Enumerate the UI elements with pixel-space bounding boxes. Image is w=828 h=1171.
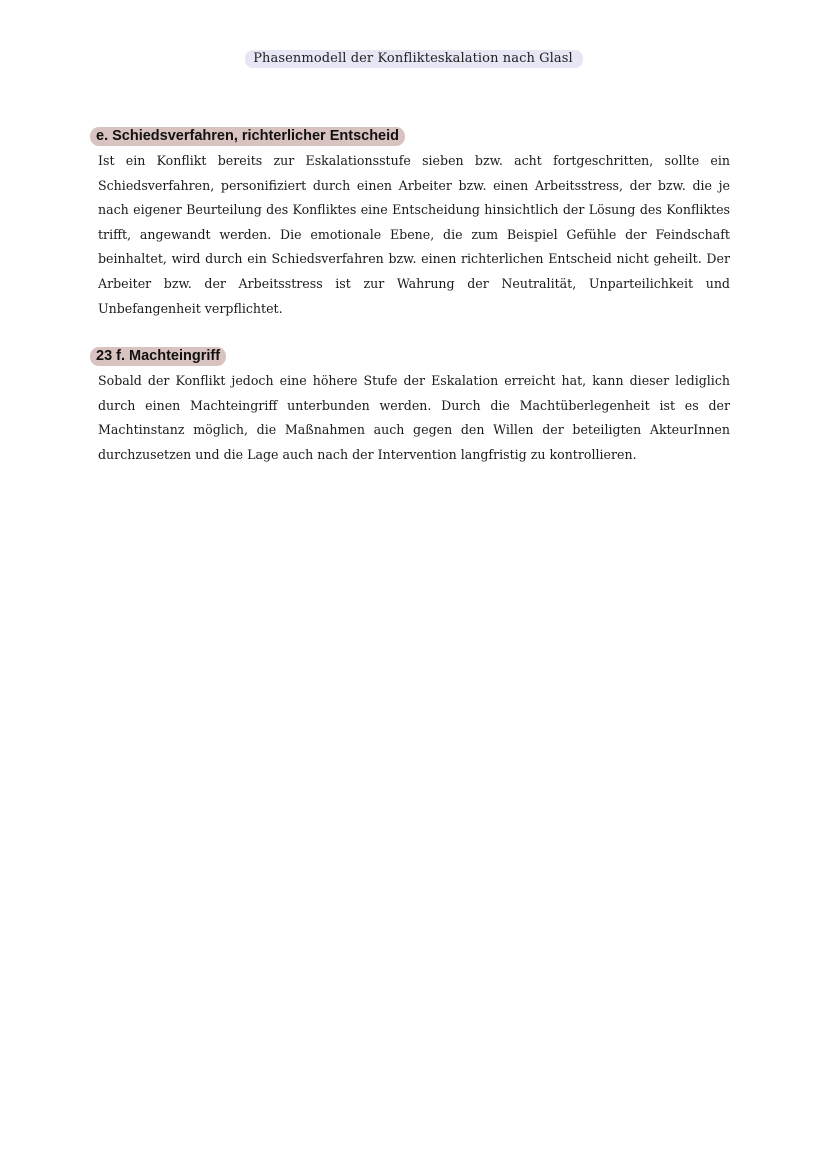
section-schiedsverfahren bbox=[98, 127, 730, 321]
section-paragraph: Ist ein Konflikt bereits zur Eskalationsstufe sieben bzw. acht fortgeschritten, sollte ein Schiedsverfahren, personifiziert durch einen Arbeiter bzw. einen Arbeitsstress, der bzw. die je nach eigener Beurteilung des Konfliktes eine Entscheidung hinsichtlich der Lösung des Konfliktes trifft, angewandt werden. Die emotionale Ebene, die zum Beispiel Gefühle der Feindschaft beinhaltet, wird durch ein Schiedsverfahren bzw. einen richterlichen Entscheid nicht geheilt. Der Arbeiter bzw. der Arbeitsstress ist zur Wahrung der Neutralität, Unparteilichkeit und Unbefangenheit verpflichtet. bbox=[98, 153, 730, 316]
section-paragraph: Sobald der Konflikt jedoch eine höhere Stufe der Eskalation erreicht hat, kann dieser lediglich durch einen Machteingriff unterbunden werden. Durch die Machtüberlegenheit ist es der Machtinstanz möglich, die Maßnahmen auch gegen den Willen der beteiligten AkteurInnen durchzusetzen und die Lage auch nach der Intervention langfristig zu kontrollieren. bbox=[98, 373, 730, 462]
running-header-title: Phasenmodell der Konflikteskalation nach Glasl bbox=[245, 50, 583, 68]
running-header bbox=[0, 49, 828, 68]
section-heading: 23 f. Machteingriff bbox=[90, 347, 226, 366]
section-heading: e. Schiedsverfahren, richterlicher Entscheid bbox=[90, 127, 405, 146]
section-machteingriff bbox=[98, 347, 730, 467]
